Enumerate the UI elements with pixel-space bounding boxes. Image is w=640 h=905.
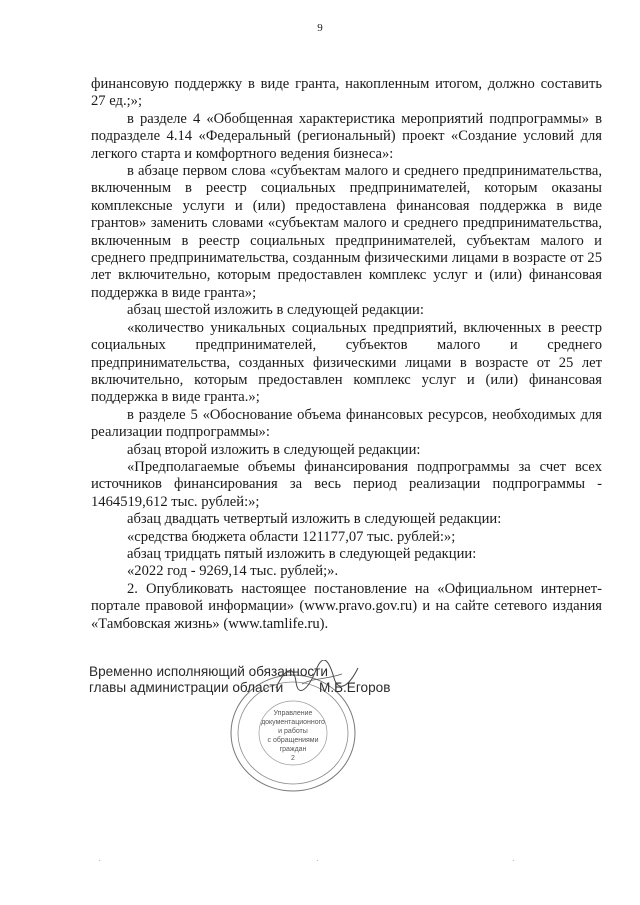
page-number: 9	[317, 22, 323, 34]
scan-mark: ·	[512, 856, 515, 865]
paragraph: в абзаце первом слова «субъектам малого и среднего предпринимательства, включенным в реестр социальных предпринимателей, которым оказаны комплексные услуги и (или) предоставлена финансовая поддержка в виде грантов» заменить словами «субъектам малого и среднего предпринимательства, включенным в реестр социальных предпринимателей, субъектам малого и среднего предпринимательства, созданным физическими лицами в возрасте от 25 лет включительно, которым предоставлен комплекс услуг и (или) финансовая поддержка в виде гранта»;	[91, 163, 602, 301]
scan-mark: ·	[316, 856, 319, 865]
paragraph: 2. Опубликовать настоящее постановление на «Официальном интернет-портале правовой информации» (www.pravo.gov.ru) и на сайте сетевого издания «Тамбовская жизнь» (www.tamlife.ru).	[91, 580, 602, 632]
paragraph: в разделе 4 «Обобщенная характеристика мероприятий подпрограммы» в подразделе 4.14 «Федеральный (региональный) проект «Создание условий для легкого старта и комфортного ведения бизнеса»:	[91, 110, 602, 162]
seal-text: с обращениями	[267, 737, 319, 744]
paragraph: в разделе 5 «Обоснование объема финансовых ресурсов, необходимых для реализации подпрограммы»:	[91, 406, 602, 441]
paragraph: абзац второй изложить в следующей редакции:	[127, 441, 421, 458]
paragraph: абзац двадцать четвертый изложить в следующей редакции:	[127, 511, 502, 528]
seal-text: Управление	[273, 710, 313, 717]
scan-mark: ·	[98, 856, 101, 865]
paragraph: «2022 год - 9269,14 тыс. рублей;».	[127, 563, 339, 580]
paragraph: финансовую поддержку в виде гранта, накопленным итогом, должно составить 27 ед.;»;	[91, 76, 602, 110]
seal-text: документационного	[261, 719, 325, 726]
seal-text: 2	[291, 755, 295, 762]
document-body	[91, 76, 602, 633]
seal-text: и работы	[278, 728, 308, 735]
signatory-position: главы администрации области	[89, 679, 284, 695]
paragraph: «Предполагаемые объемы финансирования подпрограммы за счет всех источников финансирования за весь период реализации подпрограммы - 1464519,612 тыс. рублей:»;	[91, 458, 602, 510]
handwritten-signature	[272, 660, 362, 696]
signatory-position: Временно исполняющий обязанности	[89, 664, 328, 679]
signatory-name: М.Б.Егоров	[319, 679, 391, 695]
seal-text: граждан	[279, 746, 307, 753]
paragraph: «средства бюджета области 121177,07 тыс. рублей:»;	[127, 528, 456, 545]
paragraph: абзац тридцать пятый изложить в следующей редакции:	[127, 545, 477, 562]
paragraph: абзац шестой изложить в следующей редакции:	[127, 302, 424, 319]
paragraph: «количество уникальных социальных предприятий, включенных в реестр социальных предпринимателей, субъектов малого и среднего предпринимательства, созданных физическими лицами в возрасте от 25 лет включительно, которым предоставлен комплекс услуг и (или) финансовая поддержка в виде гранта.»;	[91, 319, 602, 406]
